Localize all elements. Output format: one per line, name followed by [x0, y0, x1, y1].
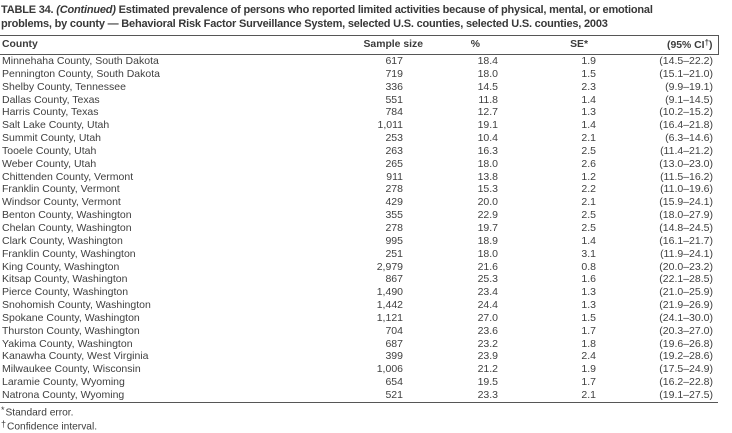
cell-county: Chelan County, Washington: [2, 221, 132, 234]
cell-percent: 12.7: [477, 106, 498, 119]
table-row: [0, 209, 718, 222]
dagger-footnote-marker-2: †: [1, 418, 7, 429]
cell-se: 2.4: [581, 350, 596, 363]
cell-percent: 18.4: [477, 55, 498, 67]
cell-sample-size: 1,006: [376, 363, 403, 376]
cell-ci: (21.0–25.9): [659, 286, 713, 299]
footnote-confidence-interval: [1, 419, 732, 433]
table-row: [0, 261, 718, 274]
column-header-ci: [596, 36, 718, 55]
cell-ci: (11.5–16.2): [660, 170, 713, 183]
table-row: [0, 183, 718, 196]
cell-ci: (11.0–19.6): [660, 183, 713, 196]
cell-ci: (10.2–15.2): [659, 106, 713, 119]
cell-se: 2.1: [581, 388, 596, 401]
cell-percent: 23.2: [477, 337, 498, 350]
column-header-percent-label: %: [470, 39, 480, 50]
cell-percent: 23.3: [477, 388, 498, 401]
cell-county: Spokane County, Washington: [2, 311, 140, 324]
prevalence-table: [0, 35, 719, 403]
table-row: [0, 55, 718, 68]
cell-percent: 23.6: [477, 324, 498, 337]
cell-percent: 24.4: [477, 299, 498, 312]
cell-ci: (9.9–19.1): [665, 80, 713, 93]
table-row: [0, 286, 718, 299]
table-row: [0, 68, 718, 81]
cell-sample-size: 429: [385, 196, 403, 209]
cell-sample-size: 1,490: [376, 286, 403, 299]
cell-sample-size: 911: [386, 170, 403, 183]
cell-percent: 18.9: [477, 234, 498, 247]
cell-se: 1.8: [581, 337, 596, 350]
cell-county: Snohomish County, Washington: [2, 299, 151, 312]
asterisk-footnote-marker: *: [1, 404, 5, 415]
table-row: [0, 338, 718, 351]
table-title: [0, 0, 732, 31]
dagger-footnote-marker: †: [704, 38, 710, 47]
cell-percent: 19.5: [477, 376, 498, 389]
table-row: [0, 389, 718, 402]
cell-se: 1.4: [581, 93, 596, 106]
cell-percent: 23.9: [477, 350, 498, 363]
table-header-row: [0, 36, 718, 55]
cell-sample-size: 719: [385, 67, 403, 80]
cell-se: 1.4: [581, 234, 596, 247]
cell-ci: (13.0–23.0): [659, 157, 713, 170]
cell-county: Franklin County, Washington: [2, 247, 136, 260]
cell-se: 2.2: [581, 183, 596, 196]
cell-sample-size: 654: [385, 376, 403, 389]
cell-se: 1.7: [581, 376, 596, 389]
cell-ci: (16.1–21.7): [659, 234, 713, 247]
cell-se: 1.9: [581, 363, 596, 376]
cell-sample-size: 355: [385, 209, 403, 222]
cell-county: Minnehaha County, South Dakota: [2, 55, 159, 67]
column-header-county-label: County: [2, 39, 38, 50]
cell-ci: (19.6–26.8): [659, 337, 713, 350]
table-continued-label: (Continued): [56, 4, 116, 16]
cell-percent: 18.0: [477, 157, 498, 170]
cell-sample-size: 265: [385, 157, 403, 170]
cell-ci: (15.9–24.1): [659, 196, 713, 209]
table-body: [0, 55, 718, 403]
table-row: [0, 376, 718, 389]
column-header-sample-size-label: Sample size: [363, 39, 423, 50]
cell-county: Summit County, Utah: [2, 132, 102, 145]
cell-ci: (9.1–14.5): [665, 93, 713, 106]
cell-percent: 19.1: [477, 119, 498, 132]
table-title-line1: [1, 4, 732, 18]
table-header: [0, 36, 718, 55]
cell-sample-size: 253: [385, 132, 403, 145]
cell-se: 1.3: [581, 299, 596, 312]
table-row: [0, 171, 718, 184]
cell-sample-size: 1,121: [376, 311, 403, 324]
cell-sample-size: 336: [385, 80, 403, 93]
cell-county: Windsor County, Vermont: [2, 196, 121, 209]
cell-se: 1.6: [581, 273, 596, 286]
cell-se: 2.1: [581, 196, 596, 209]
cell-se: 2.1: [581, 132, 596, 145]
table-row: [0, 119, 718, 132]
table-row: [0, 312, 718, 325]
cell-ci: (24.1–30.0): [659, 311, 713, 324]
footnotes: [0, 405, 732, 433]
column-header-sample-size: [340, 36, 423, 55]
cell-ci: (20.0–23.2): [659, 260, 713, 273]
table-row: [0, 363, 718, 376]
table-row: [0, 81, 718, 94]
cell-se: 1.3: [581, 286, 596, 299]
cell-county: Shelby County, Tennessee: [2, 80, 126, 93]
table-row: [0, 196, 718, 209]
cell-sample-size: 278: [385, 221, 403, 234]
cell-se: 1.3: [581, 106, 596, 119]
table-row: [0, 145, 718, 158]
column-header-ci-label: (95% CI: [667, 40, 705, 51]
cell-county: Laramie County, Wyoming: [2, 376, 125, 389]
cell-ci: (20.3–27.0): [659, 324, 713, 337]
column-header-ci-close: ): [709, 40, 713, 51]
cell-county: Weber County, Utah: [2, 157, 97, 170]
cell-county: Harris County, Texas: [2, 106, 99, 119]
cell-percent: 14.5: [477, 80, 498, 93]
table-row: [0, 132, 718, 145]
cell-county: Pennington County, South Dakota: [2, 67, 160, 80]
cell-county: Franklin County, Vermont: [2, 183, 120, 196]
cell-se: 1.5: [581, 67, 596, 80]
cell-se: 2.3: [581, 80, 596, 93]
cell-percent: 19.7: [477, 221, 498, 234]
cell-county: Tooele County, Utah: [2, 144, 97, 157]
cell-ci: (14.5–22.2): [659, 55, 713, 67]
cell-se: 1.7: [581, 324, 596, 337]
footnote-standard-error-text: Standard error.: [5, 407, 74, 419]
cell-se: 2.6: [581, 157, 596, 170]
cell-se: 2.5: [581, 209, 596, 222]
table-title-text-2: problems, by county — Behavioral Risk Factor Surveillance System, selected U.S. counties, selected U.S. counties, 2003: [1, 17, 608, 30]
cell-county: Chittenden County, Vermont: [2, 170, 134, 183]
cell-county: Clark County, Washington: [2, 234, 123, 247]
cell-sample-size: 1,442: [376, 299, 403, 312]
cell-county: Kitsap County, Washington: [2, 273, 128, 286]
cell-sample-size: 617: [385, 55, 403, 67]
cell-ci: (16.4–21.8): [659, 119, 713, 132]
cell-sample-size: 704: [385, 324, 403, 337]
table-row: [0, 248, 718, 261]
cell-sample-size: 784: [385, 106, 403, 119]
cell-county: Yakima County, Washington: [2, 337, 133, 350]
cell-county: Milwaukee County, Wisconsin: [2, 363, 141, 376]
table-row: [0, 299, 718, 312]
cell-ci: (11.4–21.2): [660, 144, 713, 157]
cell-county: Benton County, Washington: [2, 209, 132, 222]
cell-percent: 20.0: [477, 196, 498, 209]
cell-percent: 18.0: [477, 67, 498, 80]
cell-percent: 15.3: [477, 183, 498, 196]
cell-se: 2.5: [581, 144, 596, 157]
cell-percent: 27.0: [477, 311, 498, 324]
cell-percent: 10.4: [477, 132, 498, 145]
cell-ci: (21.9–26.9): [659, 299, 713, 312]
cell-percent: 25.3: [477, 273, 498, 286]
table-row: [0, 222, 718, 235]
cell-sample-size: 1,011: [377, 119, 403, 132]
cell-ci: (6.3–14.6): [665, 132, 713, 145]
table-row: [0, 273, 718, 286]
cell-county: Pierce County, Washington: [2, 286, 129, 299]
cell-sample-size: 867: [385, 273, 403, 286]
table-row: [0, 94, 718, 107]
cell-sample-size: 687: [385, 337, 403, 350]
cell-county: Kanawha County, West Virginia: [2, 350, 149, 363]
cell-sample-size: 2,979: [376, 260, 403, 273]
cell-ci: (15.1–21.0): [659, 67, 713, 80]
cell-percent: 11.8: [478, 93, 498, 106]
cell-percent: 16.3: [477, 144, 498, 157]
cell-percent: 22.9: [477, 209, 498, 222]
column-header-county: [0, 36, 340, 55]
footnote-confidence-interval-text: Confidence interval.: [7, 421, 98, 433]
cell-se: 1.4: [581, 119, 596, 132]
cell-se: 1.9: [581, 55, 596, 67]
cell-ci: (18.0–27.9): [659, 209, 713, 222]
footnote-standard-error: [1, 405, 732, 419]
cell-sample-size: 551: [385, 93, 403, 106]
table-row: [0, 235, 718, 248]
table-title-text-1: Estimated prevalence of persons who reported limited activities because of physical, mental, or emotional: [118, 4, 653, 16]
cell-se: 0.8: [581, 260, 596, 273]
cell-percent: 23.4: [477, 286, 498, 299]
cell-sample-size: 263: [385, 144, 403, 157]
cell-percent: 21.6: [477, 260, 498, 273]
cell-percent: 18.0: [477, 247, 498, 260]
cell-ci: (22.1–28.5): [659, 273, 713, 286]
cell-sample-size: 995: [385, 234, 403, 247]
table-row: [0, 350, 718, 363]
cell-county: Thurston County, Washington: [2, 324, 140, 337]
cell-county: King County, Washington: [2, 260, 120, 273]
cell-sample-size: 399: [385, 350, 403, 363]
cell-sample-size: 521: [385, 388, 403, 401]
table-title-line2: [1, 18, 732, 32]
cell-county: Salt Lake County, Utah: [2, 119, 110, 132]
table-label: TABLE 34.: [1, 4, 54, 16]
cell-percent: 13.8: [477, 170, 498, 183]
table-row: [0, 158, 718, 171]
cell-se: 1.5: [581, 311, 596, 324]
cell-se: 1.2: [581, 170, 596, 183]
cell-county: Dallas County, Texas: [2, 93, 100, 106]
cell-ci: (14.8–24.5): [659, 221, 713, 234]
cell-ci: (19.2–28.6): [659, 350, 713, 363]
cell-se: 3.1: [581, 247, 596, 260]
cell-county: Natrona County, Wyoming: [2, 388, 125, 401]
cell-se: 2.5: [581, 221, 596, 234]
cell-ci: (16.2–22.8): [659, 376, 713, 389]
cell-sample-size: 251: [385, 247, 403, 260]
column-header-se: [498, 36, 596, 55]
cell-ci: (17.5–24.9): [659, 363, 713, 376]
cell-ci: (19.1–27.5): [659, 388, 713, 401]
cell-sample-size: 278: [385, 183, 403, 196]
column-header-se-label: SE*: [570, 39, 588, 50]
table-row: [0, 325, 718, 338]
cell-ci: (11.9–24.1): [660, 247, 713, 260]
table-row: [0, 106, 718, 119]
cell-percent: 21.2: [477, 363, 498, 376]
